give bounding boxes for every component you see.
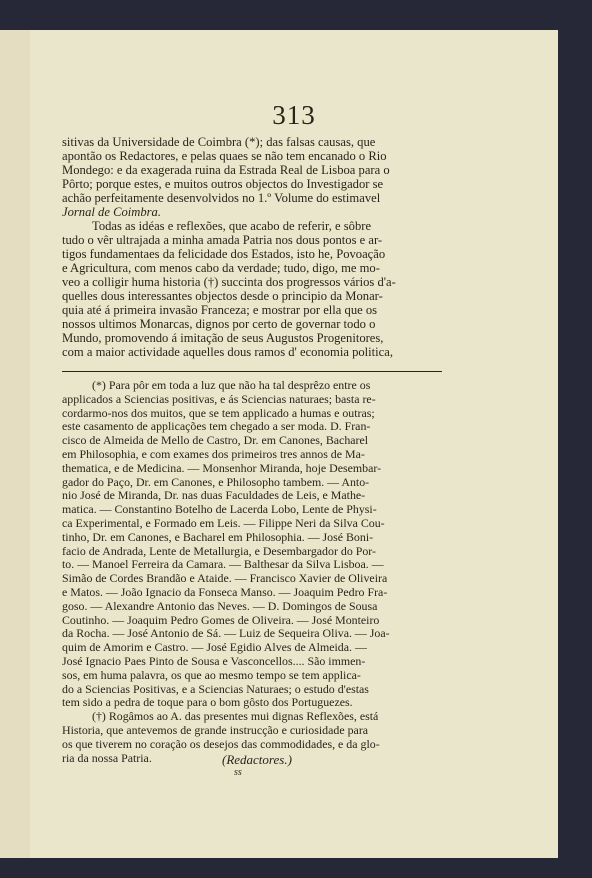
footnote-line: Coutinho. — Joaquim Pedro Gomes de Oliveira. — José Monteiro [62,612,380,627]
text-line: tudo o vêr ultrajada a minha amada Patria nos dous pontos e ar- [62,233,383,247]
text-line: sitivas da Universidade de Coimbra (*); das falsas causas, que [62,135,376,149]
footnote-line: do a Sciencias Positivas, e a Sciencias Naturaes; o estudo d'estas [62,681,369,696]
text-line-journal-title: Jornal de Coimbra. [62,205,161,219]
book-page [30,30,558,858]
footnote-line: quim de Amorim e Castro. — José Egidio Alves de Almeida. — [62,640,367,655]
main-text [62,135,476,359]
footnote-line: em Philosophia, e com exames dos primeiros tres annos de Ma- [62,446,365,461]
footnote-line: sos, em huma palavra, os que ao mesmo tempo se tem applica- [62,667,361,682]
text-line: Mondego: e da exagerada ruina da Estrada Real de Lisboa para o [62,163,390,177]
catchword: ss [234,767,242,778]
text-line: Todas as idéas e reflexões, que acabo de referir, e sôbre [92,219,372,233]
footnote-line: tinho, Dr. em Canones, e Bacharel em Philosophia. — José Boni- [62,529,374,544]
footnote-signature: (Redactores.) [222,752,292,767]
footnote-line: (*) Para pôr em toda a luz que não ha tal desprêzo entre os [92,378,371,392]
footnote-line: da Rocha. — José Antonio de Sá. — Luiz de Sequeira Oliva. — Joa- [62,626,390,641]
text-line: e Agricultura, com menos cabo da verdade; tudo, digo, me mo- [62,261,380,275]
text-line: quia até á primeira invasão Franceza; e mostrar por ella que os [62,303,378,317]
footnote-line: to. — Manoel Ferreira da Camara. — Balthesar da Silva Lisboa. — [62,557,384,572]
footnote-line: nio José de Miranda, Dr. nas duas Faculdades de Leis, e Mathe- [62,488,366,503]
footnote-line: facio de Andrada, Lente de Metallurgia, e Desembargador do Por- [62,543,376,558]
text-line: nossos ultimos Monarcas, dignos por certo de governar todo o [62,317,376,331]
facing-page-edge [0,30,32,858]
footnote-line: Historia, que antevemos de grande instrucção e curiosidade para [62,722,369,737]
footnote-divider [62,371,442,372]
footnote-line: (†) Rogâmos ao A. das presentes mui dignas Reflexões, está [92,709,379,724]
footnote-line: José Ignacio Paes Pinto de Sousa e Vasconcellos.... São immen- [62,653,366,668]
footnotes [62,379,476,765]
footnote-line: este casamento de applicações tem chegado a ser moda. D. Fran- [62,419,371,434]
text-line: Mundo, promovendo á imitação de seus Augustos Progenitores, [62,331,384,345]
footnote-line: matica. — Constantino Botelho de Lacerda Lobo, Lente de Physi- [62,502,377,517]
text-line: tigos fundamentaes da felicidade dos Estados, isto he, Povoação [62,247,386,261]
page-number: 313 [272,100,316,130]
footnote-line: cordarmo-nos dos muitos, que se tem applicado a humas e outras; [62,405,375,420]
footnote-line: os que tiverem no coração os desejos das commodidades, e da glo- [62,736,380,751]
text-line: quelles dous interessantes objectos desde o principio da Monar- [62,289,383,303]
text-line: veo a colligir huma historia (†) succinta dos progressos vários d'a- [62,275,396,289]
footnote-line: goso. — Alexandre Antonio das Neves. — D. Domingos de Sousa [62,598,378,613]
footnote-line: ca Experimental, e Formado em Leis. — Filippe Neri da Silva Cou- [62,515,385,530]
footnote-line: cisco de Almeida de Mello de Castro, Dr. em Canones, Bacharel [62,433,369,448]
text-line: com a maior actividade aquelles dous ramos d' economia politica, [62,345,393,359]
footnote-line: thematica, e de Medicina. — Monsenhor Miranda, hoje Desembar- [62,460,382,475]
footnote-line: gador do Paço, Dr. em Canones, e Philosopho tambem. — Anto- [62,474,370,489]
footnote-line: applicados a Sciencias positivas, e ás Sciencias naturaes; basta re- [62,391,376,406]
text-line: achão perfeitamente desenvolvidos no 1.º Volume do estimavel [62,191,381,205]
footnote-line: Simão de Cordes Brandão e Ataide. — Francisco Xavier de Oliveira [62,571,388,586]
text-line: Pôrto; porque estes, e muitos outros objectos do Investigador se [62,177,384,191]
footnote-line: e Matos. — João Ignacio da Fonseca Manso. — Joaquim Pedro Fra- [62,584,388,599]
footnote-line: tem sido a pedra de toque para o bom gôsto dos Portuguezes. [62,695,353,710]
footnote-line: ria da nossa Patria. [62,750,152,765]
text-line: apontão os Redactores, e pelas quaes se não tem encanado o Rio [62,149,387,163]
